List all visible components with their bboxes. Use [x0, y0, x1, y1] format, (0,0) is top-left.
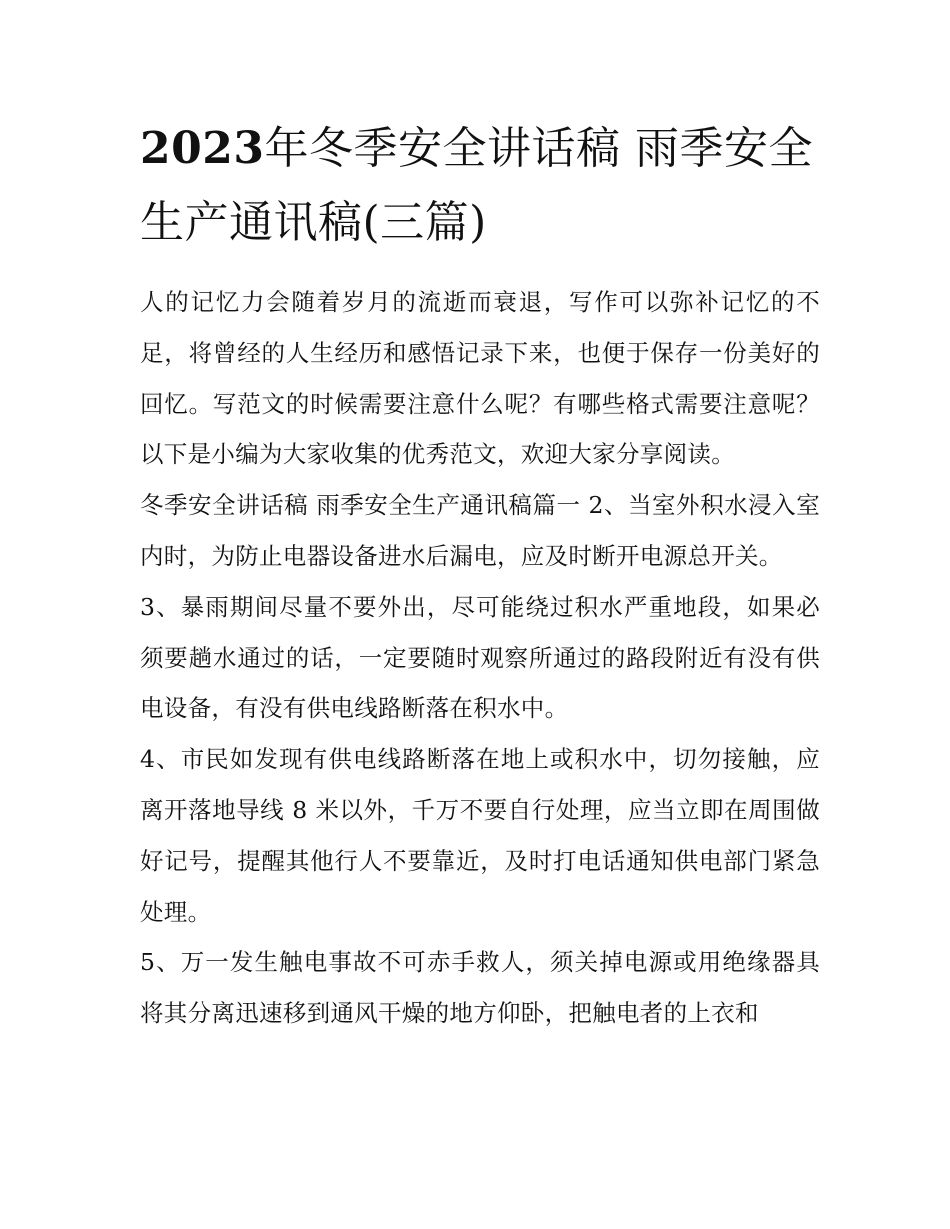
paragraph-item-4: 4、市民如发现有供电线路断落在地上或积水中，切勿接触，应离开落地导线 8 米以外，千万不要自行处理，应当立即在周围做好记号，提醒其他行人不要靠近，及时打电话通知供电部门紧急处理。: [140, 745, 820, 926]
document-title: [140, 112, 820, 260]
paragraph-item-3: 3、暴雨期间尽量不要外出，尽可能绕过积水严重地段，如果必须要趟水通过的话，一定要随时观察所通过的路段附近有没有供电设备，有没有供电线路断落在积水中。: [140, 592, 820, 723]
paragraph-item-2: 冬季安全讲话稿 雨季安全生产通讯稿篇一 2、当室外积水浸入室内时，为防止电器设备进水后漏电，应及时断开电源总开关。: [140, 491, 820, 570]
title-year: 2023: [140, 123, 265, 174]
title-text: 年冬季安全讲话稿 雨季安全生产通讯稿(三篇): [140, 123, 813, 248]
paragraph-intro: 人的记忆力会随着岁月的流逝而衰退，写作可以弥补记忆的不足，将曾经的人生经历和感悟记录下来，也便于保存一份美好的回忆。写范文的时候需要注意什么呢？有哪些格式需要注意呢？以下是小编为大家收集的优秀范文，欢迎大家分享阅读。: [140, 288, 820, 469]
document-body: [140, 277, 820, 1039]
paragraph-item-5: 5、万一发生触电事故不可赤手救人，须关掉电源或用绝缘器具将其分离迅速移到通风干燥的地方仰卧，把触电者的上衣和: [140, 948, 820, 1028]
